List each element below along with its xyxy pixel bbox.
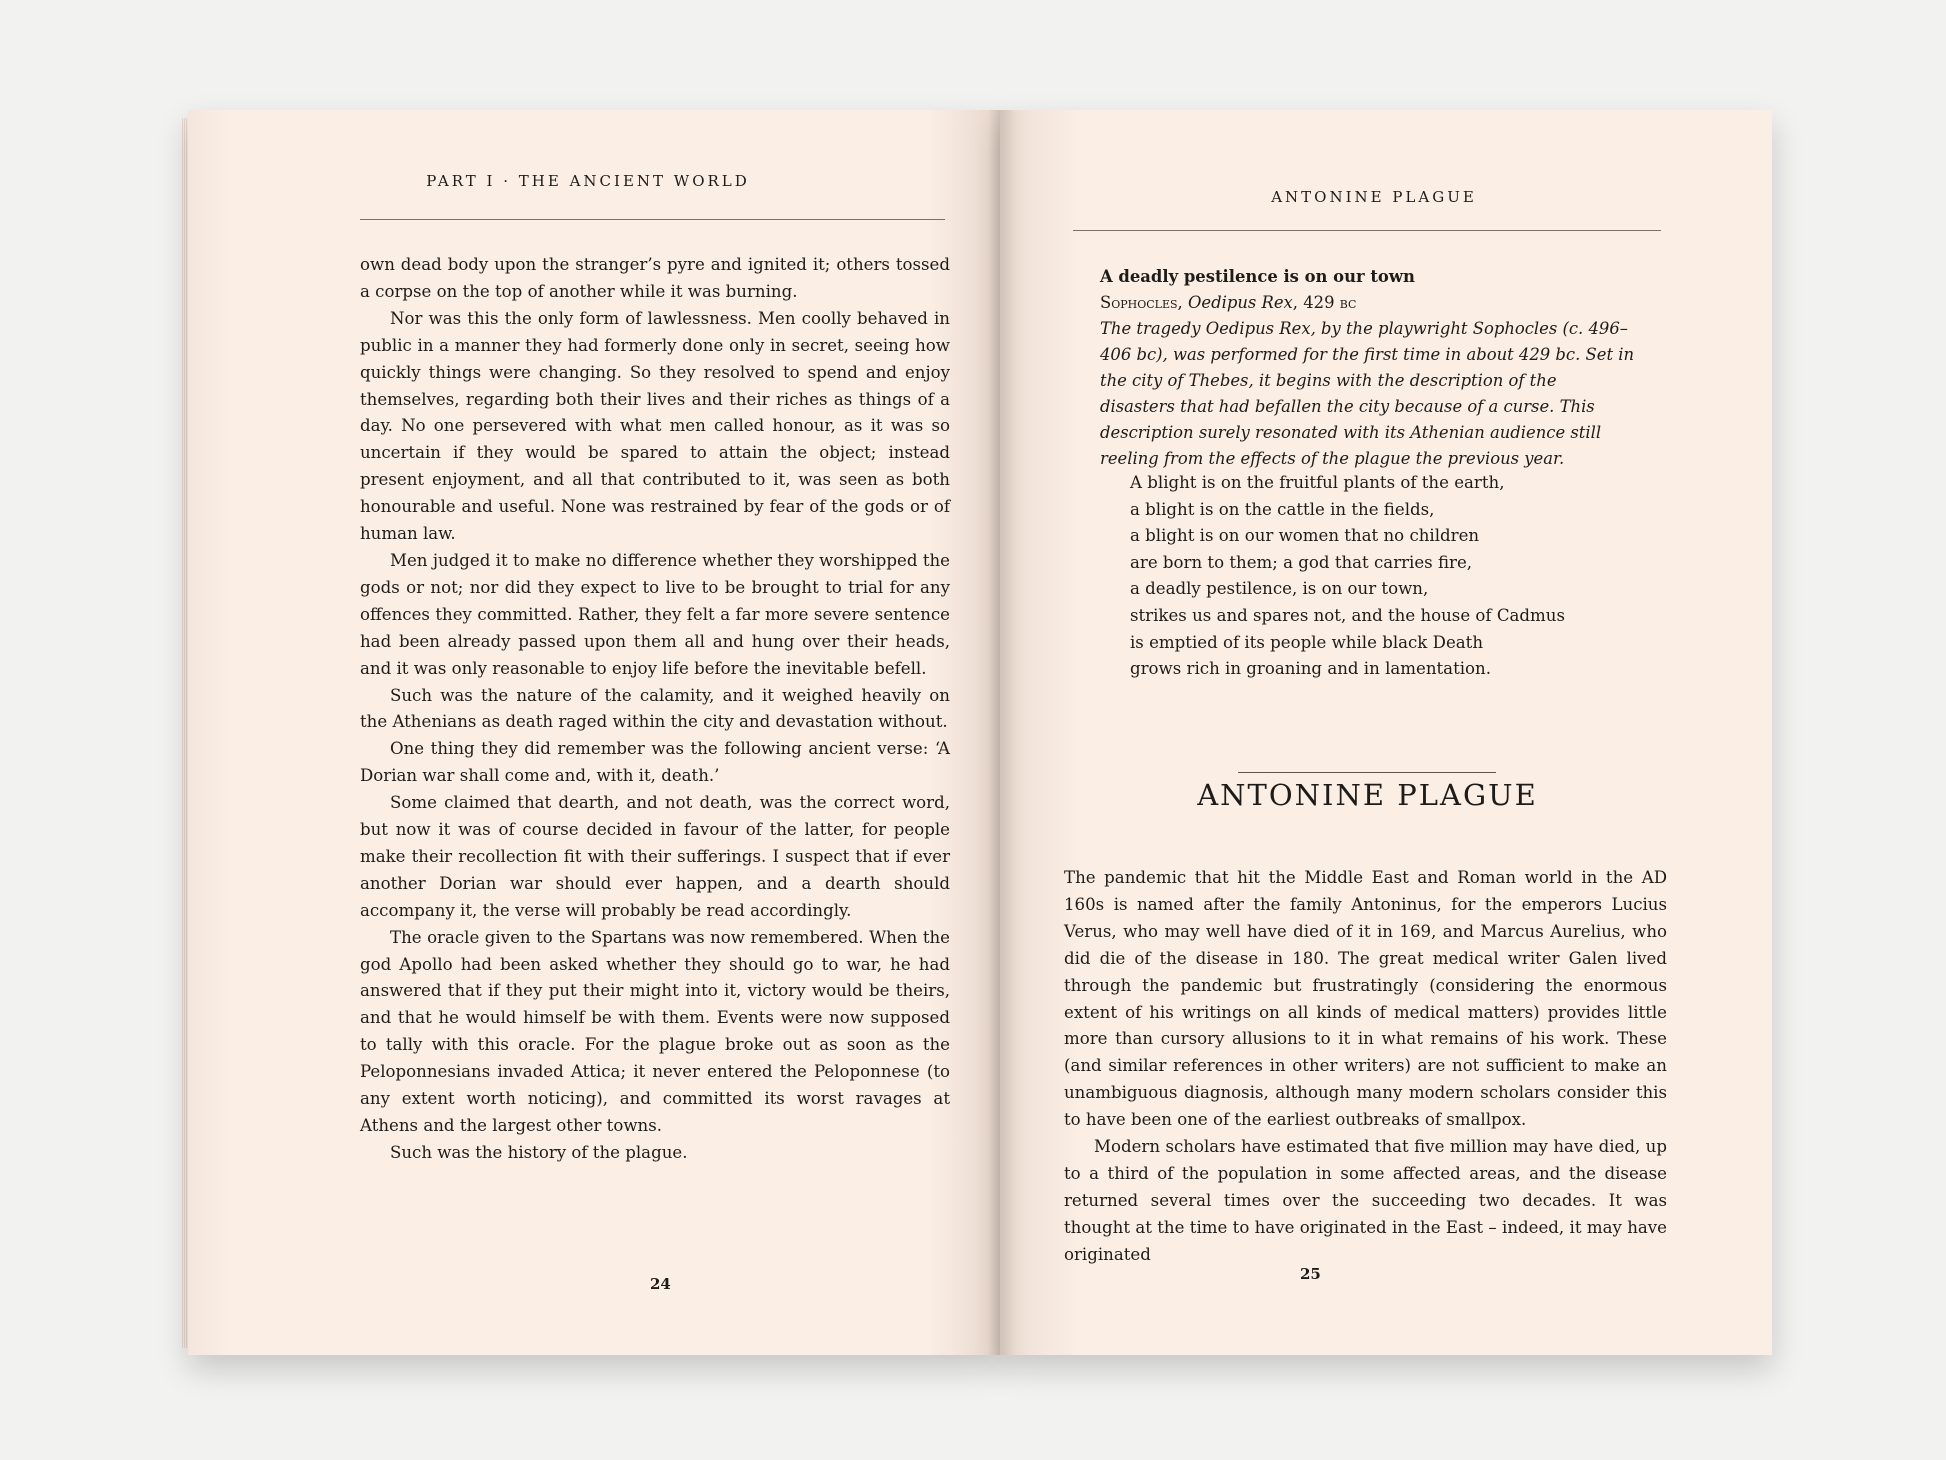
paragraph: own dead body upon the stranger’s pyre and ignited it; others tossed a corpse on the top of another while it was burning. bbox=[360, 255, 950, 301]
paragraph: Nor was this the only form of lawlessness. Men coolly behaved in public in a manner they had formerly done only in secret, seeing how quickly things were changing. So they resolved to spend and enjoy themselves, regarding both their lives and their riches as things of a day. No one persevered with what men called honour, as it was so uncertain if they would be spared to attain the object; instead present enjoyment, and all that contributed to it, was seen as both honourable and useful. None was restrained by fear of the gods or of human law. bbox=[360, 308, 950, 544]
right-body-text bbox=[1064, 865, 1667, 1269]
paragraph: Such was the nature of the calamity, and it weighed heavily on the Athenians as death raged within the city and devastation without. bbox=[360, 685, 950, 732]
running-head-left: PART I · THE ANCIENT WORLD bbox=[426, 172, 750, 190]
header-rule-left bbox=[360, 219, 945, 220]
verse-line: grows rich in groaning and in lamentation. bbox=[1130, 659, 1491, 679]
header-rule-right bbox=[1073, 230, 1661, 231]
excerpt-header bbox=[1100, 264, 1635, 472]
verse-block bbox=[1130, 470, 1565, 683]
paragraph: The oracle given to the Spartans was now remembered. When the god Apollo had been asked whether they should go to war, he had answered that if they put their might into it, victory would be theirs, and that he would himself be with them. Events were now supposed to tally with this oracle. For the plague broke out as soon as the Peloponnesians invaded Attica; it never entered the Peloponnese (to any extent worth noticing), and committed its worst ravages at Athens and the largest other towns. bbox=[360, 927, 950, 1135]
page-number-left: 24 bbox=[650, 1275, 671, 1293]
left-body-text bbox=[360, 252, 950, 1167]
paragraph: Modern scholars have estimated that five million may have died, up to a third of the population in some affected areas, and the disease returned several times over the succeeding two decades. It was thought at the time to have originated in the East – indeed, it may have originated bbox=[1064, 1137, 1667, 1264]
section-rule bbox=[1238, 772, 1496, 773]
excerpt-title: A deadly pestilence is on our town bbox=[1100, 267, 1415, 286]
excerpt-description: The tragedy Oedipus Rex, by the playwright Sophocles (c. 496–406 bc), was performed for the first time in about 429 bc. Set in the city of Thebes, it begins with the description of the disasters that had befallen the city because of a curse. This description surely resonated with its Athenian audience still reeling from the effects of the plague the previous year. bbox=[1100, 319, 1635, 468]
excerpt-source: Sophocles, Oedipus Rex, 429 bc bbox=[1100, 293, 1357, 312]
paragraph: Men judged it to make no difference whether they worshipped the gods or not; nor did they expect to live to be brought to trial for any offences they committed. Rather, they felt a far more severe sentence had been already passed upon them all and hung over their heads, and it was only reasonable to enjoy life before the inevitable befell. bbox=[360, 550, 950, 678]
source-work: Oedipus Rex bbox=[1187, 293, 1293, 312]
paragraph: The pandemic that hit the Middle East and Roman world in the AD 160s is named after the family Antoninus, for the emperors Lucius Verus, who may well have died of it in 169, and Marcus Aurelius, who did die of the disease in 180. The great medical writer Galen lived through the pandemic but frustratingly (considering the enormous extent of his writings on all kinds of medical matters) provides little more than cursory allusions to it in what remains of his work. These (and similar references in other writers) are not sufficient to make an unambiguous diagnosis, although many modern scholars consider this to have been one of the earliest outbreaks of smallpox. bbox=[1064, 868, 1667, 1130]
paragraph: Such was the history of the plague. bbox=[390, 1142, 688, 1162]
verse-line: A blight is on the fruitful plants of the earth, bbox=[1130, 473, 1505, 492]
source-date: 429 bc bbox=[1303, 293, 1357, 312]
verse-line: is emptied of its people while black Death bbox=[1130, 632, 1484, 652]
spine-shadow bbox=[988, 110, 1016, 1355]
verse-line: are born to them; a god that carries fire, bbox=[1130, 552, 1473, 572]
verse-line: a blight is on our women that no children bbox=[1130, 526, 1480, 546]
section-title: ANTONINE PLAGUE bbox=[1197, 778, 1538, 812]
source-author: Sophocles bbox=[1100, 293, 1178, 312]
right-page bbox=[1000, 110, 1772, 1355]
open-book bbox=[188, 110, 1772, 1355]
page-number-right: 25 bbox=[1300, 1265, 1321, 1283]
left-page bbox=[188, 110, 1000, 1355]
paragraph: One thing they did remember was the following ancient verse: ‘A Dorian war shall come and, with it, death.’ bbox=[360, 739, 950, 786]
verse-line: a blight is on the cattle in the fields, bbox=[1130, 499, 1435, 519]
paragraph: Some claimed that dearth, and not death, was the correct word, but now it was of course decided in favour of the latter, for people make their recollection fit with their sufferings. I suspect that if ever another Dorian war should ever happen, and a dearth should accompany it, the verse will probably be read accordingly. bbox=[360, 793, 950, 920]
verse-line: a deadly pestilence, is on our town, bbox=[1130, 579, 1429, 599]
running-head-right: ANTONINE PLAGUE bbox=[1271, 188, 1477, 206]
verse-line: strikes us and spares not, and the house of Cadmus bbox=[1130, 605, 1565, 625]
